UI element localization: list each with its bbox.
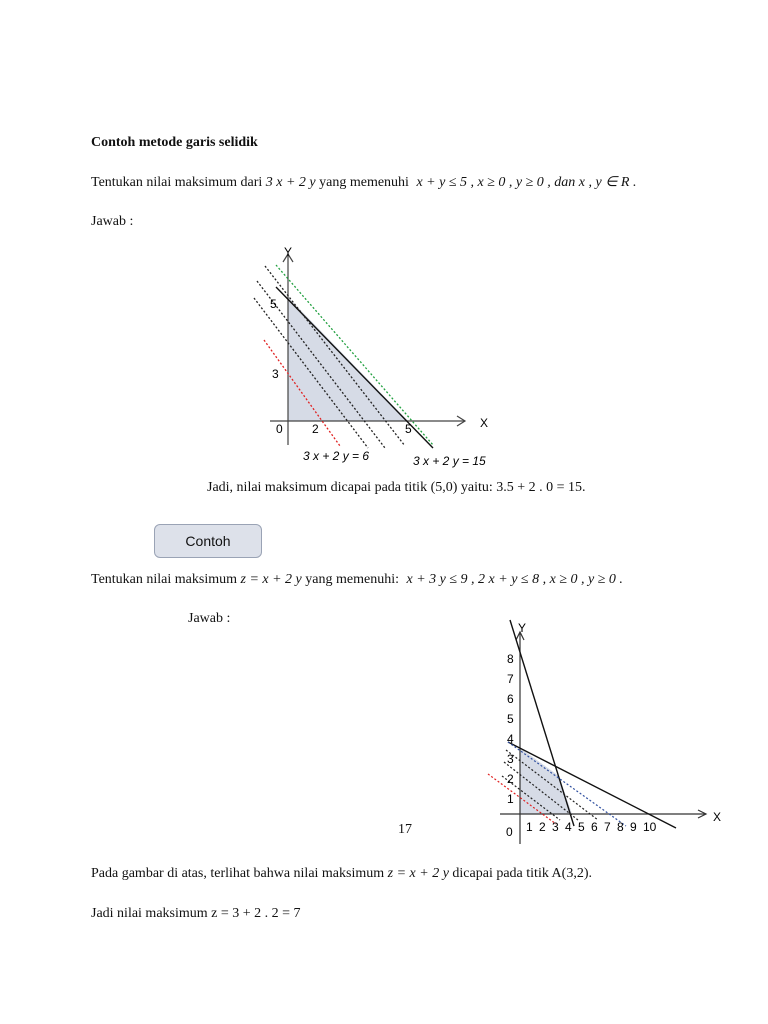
problem-1-prefix: Tentukan nilai maksimum dari [91,175,266,190]
answer-label-2: Jawab : [188,611,231,626]
answer-label-1: Jawab : [91,214,134,229]
origin-label-2: 0 [506,825,513,839]
x-tick-5: 5 [405,422,412,436]
y-tick-label: 2 [507,772,514,786]
y-tick-label: 1 [507,792,514,806]
x-tick-label: 3 [552,820,559,834]
x-tick-label: 1 [526,820,533,834]
problem-2-objective: z = x + 2 y [240,572,302,587]
x-tick-label: 7 [604,820,611,834]
y-axis-label-1: Y [284,245,293,259]
statement-suffix: dicapai pada titik A(3,2). [448,866,592,881]
x-tick-label: 6 [591,820,598,834]
x-tick-label: 9 [630,820,637,834]
y-axis-label-2: Y [518,621,527,635]
y-tick-5: 5 [270,297,277,311]
statement [91,866,592,882]
graph-2 [478,612,736,844]
level-label-low: 3 x + 2 y = 6 [303,449,370,463]
origin-label-1: 0 [276,422,283,436]
problem-1-text [91,174,636,191]
problem-1-constraints: x + y ≤ 5 , x ≥ 0 , y ≥ 0 , dan x , y ∈ R . [416,175,637,190]
x-tick-label: 5 [578,820,585,834]
y-tick-label: 3 [507,752,514,766]
x-tick-label: 10 [643,820,657,834]
feasible-region-1 [288,297,408,421]
x-axis-label-1: X [480,416,489,430]
y-tick-3: 3 [272,367,279,381]
x-tick-label: 4 [565,820,572,834]
problem-1-objective: 3 x + 2 y [265,175,316,190]
x-tick-2: 2 [312,422,319,436]
problem-2-text [91,572,623,588]
graph-1 [240,240,510,475]
problem-2-prefix: Tentukan nilai maksimum [91,572,241,587]
problem-1-middle: yang memenuhi [315,175,413,190]
y-tick-label: 6 [507,692,514,706]
y-tick-label: 7 [507,672,514,686]
x-axis-label-2: X [713,810,722,824]
feasible-region-2 [520,748,572,814]
x-tick-label: 2 [539,820,546,834]
y-tick-label: 8 [507,652,514,666]
statement-prefix: Pada gambar di atas, terlihat bahwa nilai maksimum [91,866,388,881]
level-label-high: 3 x + 2 y = 15 [413,454,486,468]
x-ticks-2 [526,820,657,834]
statement-objective: z = x + 2 y [387,866,449,881]
contoh-button[interactable]: Contoh [154,524,262,558]
final-answer: Jadi nilai maksimum z = 3 + 2 . 2 = 7 [91,906,301,921]
page-number: 17 [398,822,412,837]
x-tick-label: 8 [617,820,624,834]
problem-2-middle: yang memenuhi: [301,572,403,587]
y-tick-label: 5 [507,712,514,726]
problem-2-constraints: x + 3 y ≤ 9 , 2 x + y ≤ 8 , x ≥ 0 , y ≥ 0 . [406,572,623,587]
y-ticks-2 [507,652,514,806]
conclusion-1: Jadi, nilai maksimum dicapai pada titik (5,0) yaitu: 3.5 + 2 . 0 = 15. [207,480,586,495]
section-heading: Contoh metode garis selidik [91,135,258,150]
y-tick-label: 4 [507,732,514,746]
